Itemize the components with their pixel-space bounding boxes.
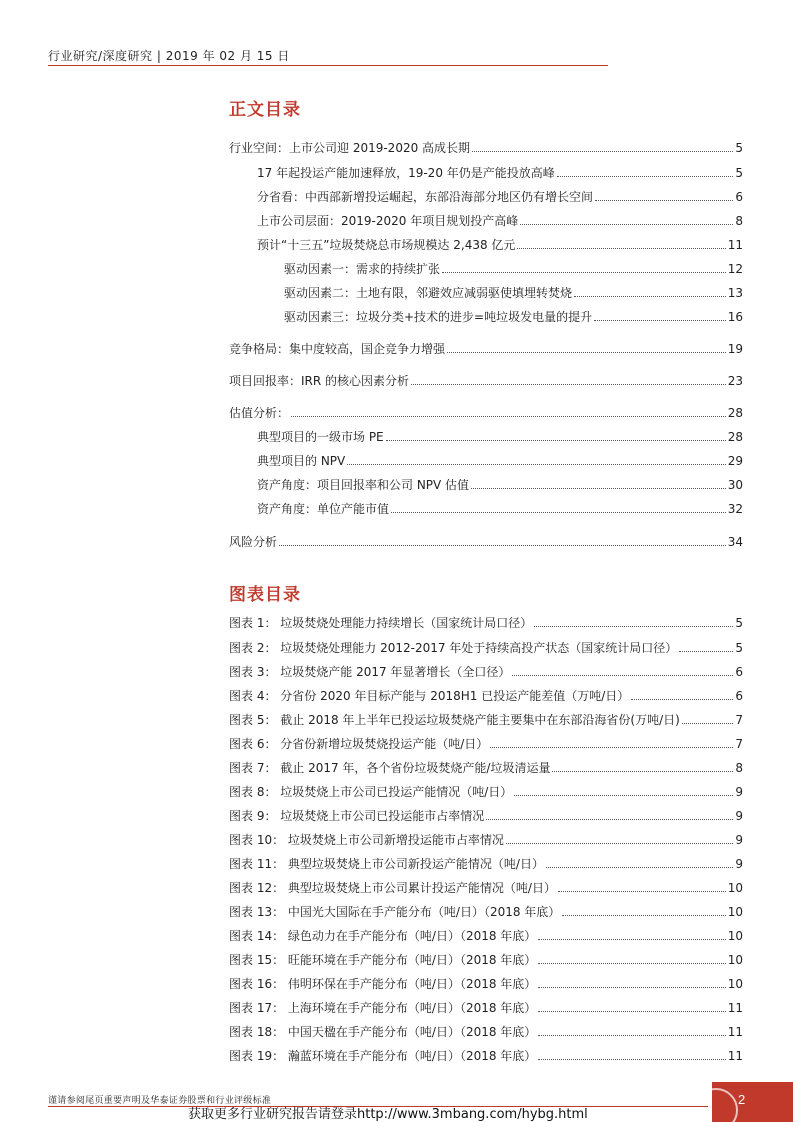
toc-item[interactable] xyxy=(257,165,743,180)
figure-leader xyxy=(538,939,725,940)
figure-item[interactable] xyxy=(229,976,743,991)
toc-item-label: 17 年起投运产能加速释放，19-20 年仍是产能投放高峰 xyxy=(257,166,555,180)
figure-item[interactable] xyxy=(229,832,743,847)
figure-leader xyxy=(538,1011,725,1012)
figure-item-label: 图表 4： 分省份 2020 年目标产能与 2018H1 已投运产能差值（万吨/日） xyxy=(229,689,630,703)
toc-leader xyxy=(279,545,726,546)
figure-leader xyxy=(679,651,733,652)
figure-item-label: 图表 12： 典型垃圾焚烧上市公司累计投运产能情况（吨/日） xyxy=(229,881,556,895)
figure-item-label: 图表 11： 典型垃圾焚烧上市公司新投运产能情况（吨/日） xyxy=(229,857,544,871)
toc-item-page: 34 xyxy=(727,535,743,549)
decorative-arc-icon xyxy=(712,1088,738,1122)
figure-item[interactable] xyxy=(229,712,743,727)
toc-item-page: 32 xyxy=(727,502,743,516)
figure-item-page: 10 xyxy=(727,881,743,895)
figure-item-label: 图表 3： 垃圾焚烧产能 2017 年显著增长（全口径） xyxy=(229,665,511,679)
figure-item[interactable] xyxy=(229,664,743,679)
figure-leader xyxy=(514,795,733,796)
toc-leader xyxy=(291,416,726,417)
toc-item-label: 项目回报率：IRR 的核心因素分析 xyxy=(229,374,410,388)
figure-item-label: 图表 10： 垃圾焚烧上市公司新增投运能市占率情况 xyxy=(229,833,504,847)
figure-leader xyxy=(631,699,733,700)
toc-item[interactable] xyxy=(257,453,743,468)
toc-item[interactable] xyxy=(229,140,743,155)
figure-item-label: 图表 8： 垃圾焚烧上市公司已投运产能情况（吨/日） xyxy=(229,785,513,799)
figure-leader xyxy=(552,771,733,772)
toc-item-label: 典型项目的一级市场 PE xyxy=(257,430,384,444)
toc-item[interactable] xyxy=(229,341,743,356)
figure-item-label: 图表 18： 中国天楹在手产能分布（吨/日）（2018 年底） xyxy=(229,1025,537,1039)
figure-item[interactable] xyxy=(229,928,743,943)
figure-item[interactable] xyxy=(229,856,743,871)
toc-item-page: 6 xyxy=(735,190,743,204)
toc-item-page: 23 xyxy=(727,374,743,388)
figure-leader xyxy=(506,843,733,844)
toc-item-page: 16 xyxy=(727,310,743,324)
figure-item[interactable] xyxy=(229,880,743,895)
toc-item-page: 28 xyxy=(727,406,743,420)
toc-leader xyxy=(517,248,725,249)
figure-leader xyxy=(558,891,726,892)
figure-item[interactable] xyxy=(229,952,743,967)
toc-leader xyxy=(411,384,726,385)
figure-item-label: 图表 1： 垃圾焚烧处理能力持续增长（国家统计局口径） xyxy=(229,616,533,630)
figure-item-page: 9 xyxy=(735,809,743,823)
toc-item-label: 驱动因素二：土地有限，邻避效应减弱驱使填埋转焚烧 xyxy=(284,286,573,300)
figure-item[interactable] xyxy=(229,615,743,630)
figure-item[interactable] xyxy=(229,736,743,751)
figure-item-page: 11 xyxy=(727,1025,743,1039)
figure-item-page: 5 xyxy=(735,616,743,630)
figure-item[interactable] xyxy=(229,1024,743,1039)
toc-item-label: 资产角度：项目回报率和公司 NPV 估值 xyxy=(257,478,470,492)
toc-item-label: 预计“十三五”垃圾焚烧总市场规模达 2,438 亿元 xyxy=(257,238,516,252)
figure-item[interactable] xyxy=(229,904,743,919)
figure-item-page: 11 xyxy=(727,1049,743,1063)
toc-item-page: 30 xyxy=(727,478,743,492)
toc-leader xyxy=(520,224,733,225)
toc-leader xyxy=(595,200,733,201)
toc-item-page: 11 xyxy=(727,238,743,252)
toc-item[interactable] xyxy=(257,501,743,516)
toc-item[interactable] xyxy=(284,285,743,300)
toc-item-label: 上市公司层面：2019-2020 年项目规划投产高峰 xyxy=(257,214,519,228)
toc-item-label: 资产角度：单位产能市值 xyxy=(257,502,390,516)
figure-leader xyxy=(490,747,733,748)
figure-leader xyxy=(534,626,733,627)
figure-leader xyxy=(512,675,733,676)
figure-item-page: 6 xyxy=(735,689,743,703)
toc-item-page: 5 xyxy=(735,166,743,180)
toc-item-label: 行业空间：上市公司迎 2019-2020 高成长期 xyxy=(229,141,471,155)
toc-item-page: 19 xyxy=(727,342,743,356)
figure-item-label: 图表 15： 旺能环境在手产能分布（吨/日）（2018 年底） xyxy=(229,953,537,967)
toc-item-page: 8 xyxy=(735,214,743,228)
figure-item-page: 10 xyxy=(727,905,743,919)
toc-item[interactable] xyxy=(229,405,743,420)
toc-leader xyxy=(557,176,734,177)
header-rule xyxy=(48,65,608,66)
figure-leader xyxy=(538,1059,725,1060)
toc-item-page: 13 xyxy=(727,286,743,300)
figure-item[interactable] xyxy=(229,1048,743,1063)
figure-item-page: 5 xyxy=(735,641,743,655)
toc-item[interactable] xyxy=(257,237,743,252)
figure-item-label: 图表 9： 垃圾焚烧上市公司已投运能市占率情况 xyxy=(229,809,485,823)
figure-leader xyxy=(562,915,725,916)
figure-item-page: 10 xyxy=(727,929,743,943)
toc-item-page: 5 xyxy=(735,141,743,155)
toc-leader xyxy=(472,151,733,152)
figure-item-label: 图表 19： 瀚蓝环境在手产能分布（吨/日）（2018 年底） xyxy=(229,1049,537,1063)
figure-item[interactable] xyxy=(229,1000,743,1015)
figure-item-page: 8 xyxy=(735,761,743,775)
toc-item-page: 29 xyxy=(727,454,743,468)
page-number-box xyxy=(712,1082,793,1122)
figure-leader xyxy=(682,723,734,724)
figure-item-page: 9 xyxy=(735,833,743,847)
figure-leader xyxy=(538,1035,725,1036)
figure-leader xyxy=(486,819,733,820)
figure-item-label: 图表 6： 分省份新增垃圾焚烧投运产能（吨/日） xyxy=(229,737,489,751)
toc-item-page: 12 xyxy=(727,262,743,276)
figure-item[interactable] xyxy=(229,640,743,655)
toc-item[interactable] xyxy=(284,261,743,276)
toc-item-label: 竞争格局：集中度较高，国企竞争力增强 xyxy=(229,342,446,356)
toc-item[interactable] xyxy=(229,534,743,549)
figure-item-label: 图表 13： 中国光大国际在手产能分布（吨/日）（2018 年底） xyxy=(229,905,561,919)
figure-item-page: 6 xyxy=(735,665,743,679)
toc-item-label: 驱动因素三：垃圾分类+技术的进步=吨垃圾发电量的提升 xyxy=(284,310,593,324)
figure-leader xyxy=(538,987,725,988)
figure-item-page: 9 xyxy=(735,857,743,871)
figure-leader xyxy=(546,867,733,868)
figure-item-label: 图表 14： 绿色动力在手产能分布（吨/日）（2018 年底） xyxy=(229,929,537,943)
figures-title: 图表目录 xyxy=(229,585,301,605)
toc-leader xyxy=(442,272,726,273)
toc-item[interactable] xyxy=(257,429,743,444)
figure-item-page: 10 xyxy=(727,977,743,991)
figure-item-page: 9 xyxy=(735,785,743,799)
toc-item[interactable] xyxy=(284,309,743,324)
figure-item-page: 11 xyxy=(727,1001,743,1015)
page-number: 2 xyxy=(738,1092,746,1107)
figure-item[interactable] xyxy=(229,784,743,799)
footer-disclaimer: 谨请参阅尾页重要声明及华泰证券股票和行业评级标准 xyxy=(48,1096,272,1106)
toc-leader xyxy=(594,320,726,321)
figure-item-label: 图表 16： 伟明环保在手产能分布（吨/日）（2018 年底） xyxy=(229,977,537,991)
figure-item-label: 图表 17： 上海环境在手产能分布（吨/日）（2018 年底） xyxy=(229,1001,537,1015)
toc-item-label: 风险分析 xyxy=(229,535,278,549)
toc-leader xyxy=(447,352,726,353)
toc-item-label: 分省看：中西部新增投运崛起，东部沿海部分地区仍有增长空间 xyxy=(257,190,594,204)
toc-title: 正文目录 xyxy=(229,100,301,120)
figure-item[interactable] xyxy=(229,760,743,775)
toc-item-label: 估值分析： xyxy=(229,406,290,420)
figure-item-label: 图表 5： 截止 2018 年上半年已投运垃圾焚烧产能主要集中在东部沿海省份(万吨/日) xyxy=(229,713,680,727)
figure-item[interactable] xyxy=(229,808,743,823)
figure-item-label: 图表 2： 垃圾焚烧处理能力 2012-2017 年处于持续高投产状态（国家统计局口径） xyxy=(229,641,678,655)
figure-item-page: 10 xyxy=(727,953,743,967)
toc-item[interactable] xyxy=(257,189,743,204)
toc-item[interactable] xyxy=(229,373,743,388)
figure-item-page: 7 xyxy=(735,737,743,751)
toc-item[interactable] xyxy=(257,477,743,492)
toc-leader xyxy=(386,440,726,441)
footer-link[interactable]: 获取更多行业研究报告请登录http://www.3mbang.com/hybg.html xyxy=(188,1107,588,1122)
toc-leader xyxy=(391,512,726,513)
toc-leader xyxy=(574,296,726,297)
figure-item[interactable] xyxy=(229,688,743,703)
toc-item[interactable] xyxy=(257,213,743,228)
toc-item-page: 28 xyxy=(727,430,743,444)
toc-item-label: 驱动因素一：需求的持续扩张 xyxy=(284,262,441,276)
figure-item-label: 图表 7： 截止 2017 年，各个省份垃圾焚烧产能/垃圾清运量 xyxy=(229,761,551,775)
page-header: 行业研究/深度研究 | 2019 年 02 月 15 日 xyxy=(48,49,290,63)
figure-item-page: 7 xyxy=(735,713,743,727)
figure-leader xyxy=(538,963,725,964)
toc-leader xyxy=(347,464,725,465)
toc-leader xyxy=(471,488,726,489)
toc-item-label: 典型项目的 NPV xyxy=(257,454,346,468)
